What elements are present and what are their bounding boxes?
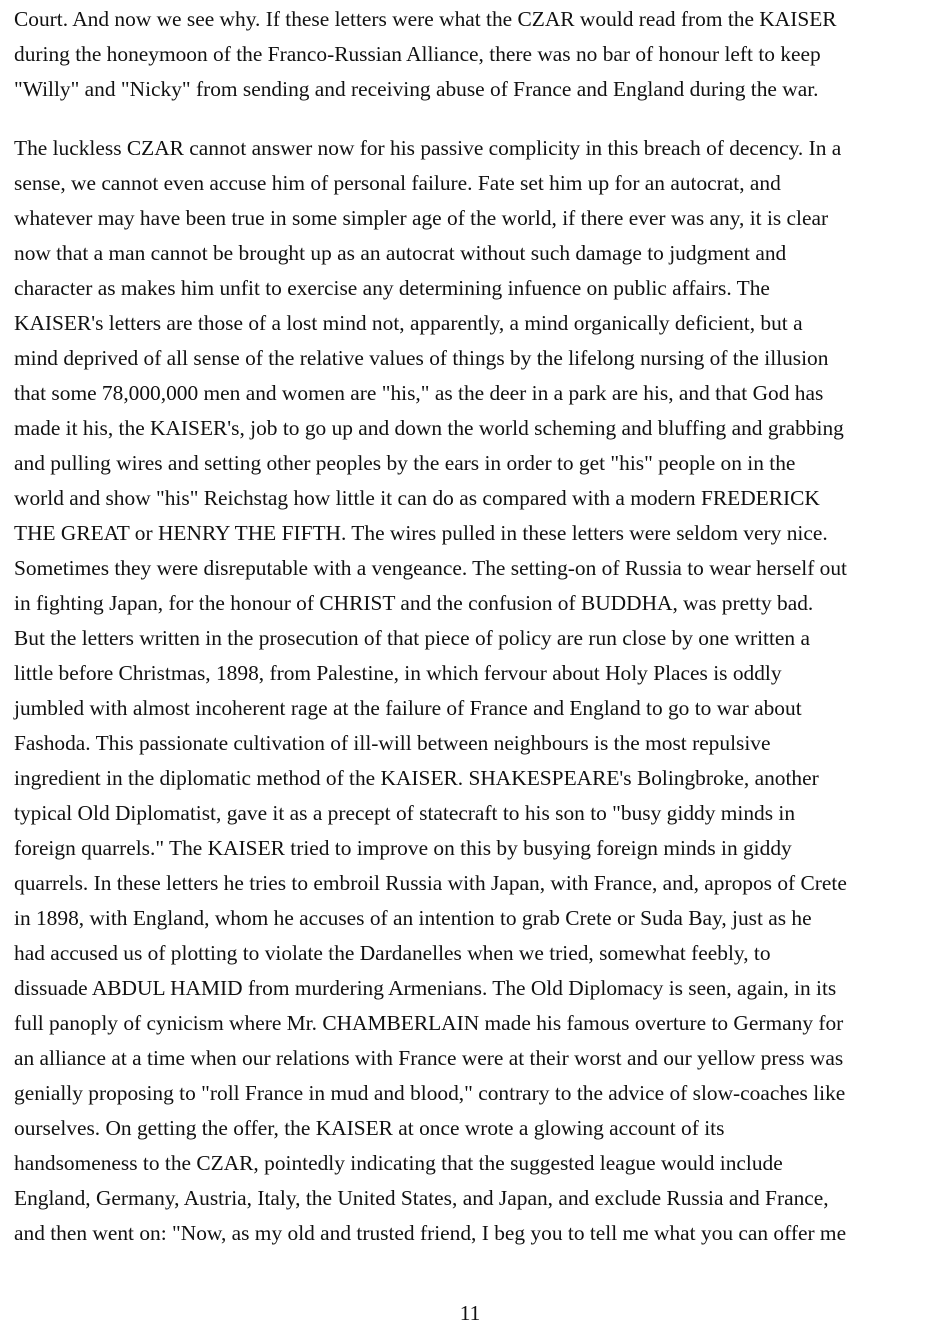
text-line: made it his, the KAISER's, job to go up and down the world scheming and bluffing and grabbing: [14, 416, 844, 440]
page-number: 11: [459, 1301, 481, 1325]
text-line: The luckless CZAR cannot answer now for his passive complicity in this breach of decency. In a: [14, 136, 842, 160]
text-line: in 1898, with England, whom he accuses of an intention to grab Crete or Suda Bay, just as he: [14, 906, 812, 930]
text-line: and pulling wires and setting other peoples by the ears in order to get "his" people on in the: [14, 451, 796, 475]
paragraph-1: [14, 2, 926, 107]
text-line: now that a man cannot be brought up as an autocrat without such damage to judgment and: [14, 241, 787, 265]
paragraph-2: [14, 131, 926, 1251]
text-line: in fighting Japan, for the honour of CHRIST and the confusion of BUDDHA, was pretty bad.: [14, 591, 814, 615]
text-line: character as makes him unfit to exercise any determining infuence on public affairs. The: [14, 276, 770, 300]
text-line: Court. And now we see why. If these letters were what the CZAR would read from the KAISER: [14, 7, 837, 31]
text-line: KAISER's letters are those of a lost mind not, apparently, a mind organically deficient, but a: [14, 311, 803, 335]
text-line: jumbled with almost incoherent rage at the failure of France and England to go to war about: [14, 696, 802, 720]
text-line: an alliance at a time when our relations with France were at their worst and our yellow press was: [14, 1046, 844, 1070]
text-line: Fashoda. This passionate cultivation of ill-will between neighbours is the most repulsive: [14, 731, 771, 755]
text-line: whatever may have been true in some simpler age of the world, if there ever was any, it is clear: [14, 206, 829, 230]
text-line: But the letters written in the prosecution of that piece of policy are run close by one written a: [14, 626, 810, 650]
text-line: world and show "his" Reichstag how little it can do as compared with a modern FREDERICK: [14, 486, 820, 510]
text-line: little before Christmas, 1898, from Palestine, in which fervour about Holy Places is oddly: [14, 661, 782, 685]
text-line: handsomeness to the CZAR, pointedly indicating that the suggested league would include: [14, 1151, 783, 1175]
text-line: during the honeymoon of the Franco-Russian Alliance, there was no bar of honour left to keep: [14, 42, 821, 66]
text-line: ingredient in the diplomatic method of the KAISER. SHAKESPEARE's Bolingbroke, another: [14, 766, 819, 790]
text-line: "Willy" and "Nicky" from sending and receiving abuse of France and England during the war.: [14, 77, 819, 101]
text-line: England, Germany, Austria, Italy, the United States, and Japan, and exclude Russia and France,: [14, 1186, 829, 1210]
text-line: had accused us of plotting to violate the Dardanelles when we tried, somewhat feebly, to: [14, 941, 771, 965]
text-line: foreign quarrels." The KAISER tried to improve on this by busying foreign minds in giddy: [14, 836, 792, 860]
text-line: mind deprived of all sense of the relative values of things by the lifelong nursing of the illusion: [14, 346, 829, 370]
text-line: genially proposing to "roll France in mud and blood," contrary to the advice of slow-coaches like: [14, 1081, 846, 1105]
text-line: typical Old Diplomatist, gave it as a precept of statecraft to his son to "busy giddy minds in: [14, 801, 796, 825]
text-line: quarrels. In these letters he tries to embroil Russia with Japan, with France, and, apropos of Crete: [14, 871, 847, 895]
text-line: Sometimes they were disreputable with a vengeance. The setting-on of Russia to wear herself out: [14, 556, 848, 580]
text-line: dissuade ABDUL HAMID from murdering Armenians. The Old Diplomacy is seen, again, in its: [14, 976, 837, 1000]
text-line: THE GREAT or HENRY THE FIFTH. The wires pulled in these letters were seldom very nice.: [14, 521, 828, 545]
text-line: ourselves. On getting the offer, the KAISER at once wrote a glowing account of its: [14, 1116, 725, 1140]
text-line: sense, we cannot even accuse him of personal failure. Fate set him up for an autocrat, and: [14, 171, 781, 195]
text-line: full panoply of cynicism where Mr. CHAMBERLAIN made his famous overture to Germany for: [14, 1011, 844, 1035]
text-line: that some 78,000,000 men and women are "his," as the deer in a park are his, and that God has: [14, 381, 824, 405]
text-line: and then went on: "Now, as my old and trusted friend, I beg you to tell me what you can offer me: [14, 1221, 847, 1245]
